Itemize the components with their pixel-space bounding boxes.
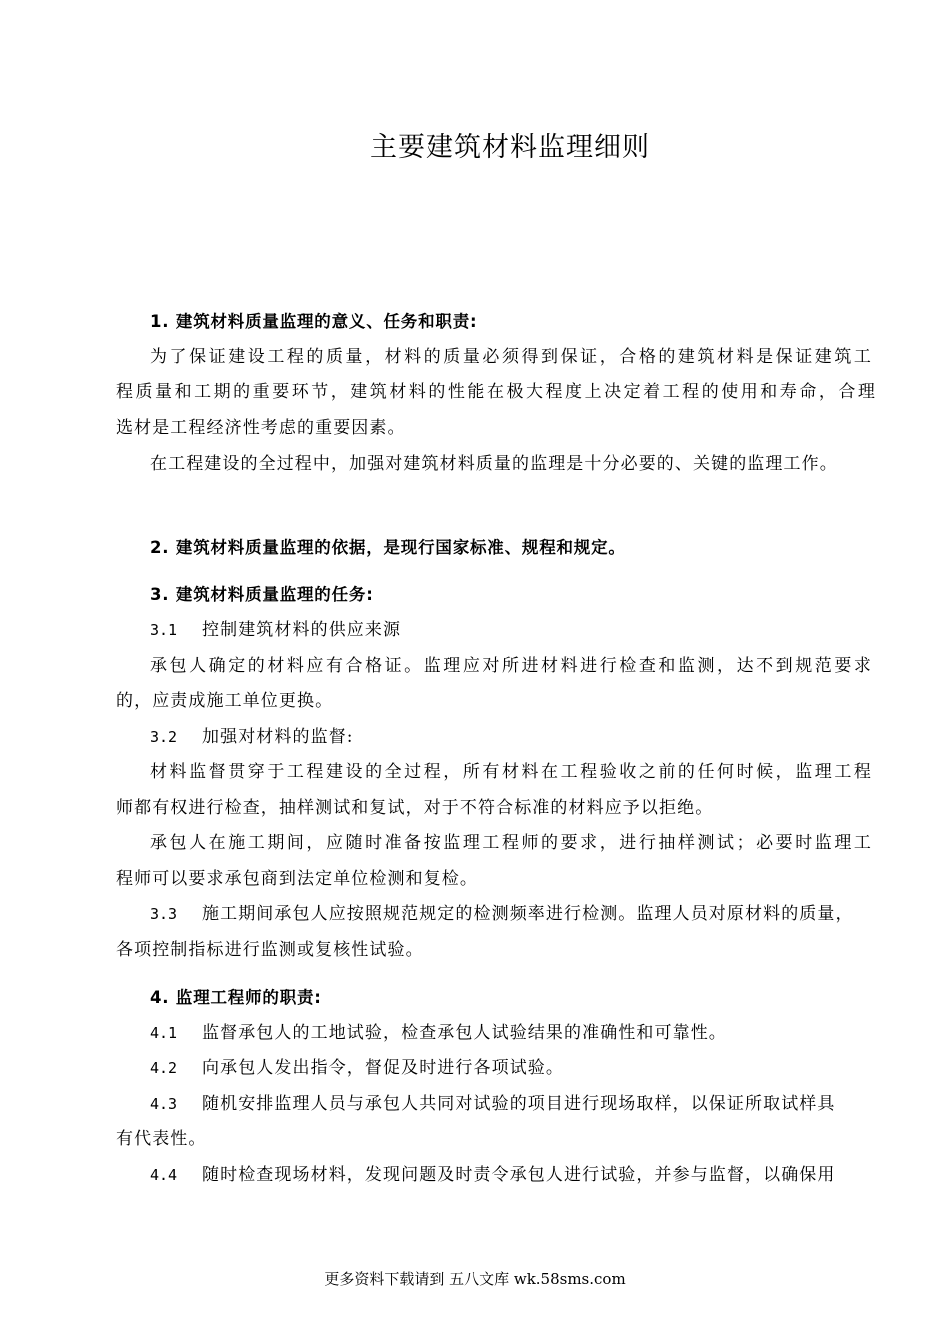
paragraph-line: 选材是工程经济性考虑的重要因素。 (116, 418, 406, 438)
paragraph-line: 为了保证建设工程的质量，材料的质量必须得到保证，合格的建筑材料是保证建筑工 (150, 347, 872, 367)
item-4-2 (150, 1056, 910, 1080)
paragraph-line: 在工程建设的全过程中，加强对建筑材料质量的监理是十分必要的、关键的监理工作。 (150, 454, 838, 474)
item-number: 3.2 (150, 728, 178, 746)
footer-link[interactable]: 更多资料下载请到 五八文库 wk.58sms.com (324, 1270, 626, 1288)
item-3-3 (150, 902, 880, 926)
item-text: 施工期间承包人应按照规范规定的检测频率进行检测。监理人员对原材料的质量， (202, 904, 854, 924)
section-3-heading: 3. 建筑材料质量监理的任务: (150, 585, 374, 604)
item-text: 随机安排监理人员与承包人共同对试验的项目进行现场取样，以保证所取试样具 (202, 1094, 836, 1114)
paragraph-line: 材料监督贯穿于工程建设的全过程，所有材料在工程验收之前的任何时候，监理工程 (150, 762, 872, 782)
paragraph-line: 有代表性。 (116, 1129, 207, 1149)
item-text: 加强对材料的监督: (202, 727, 354, 747)
page-title: 主要建筑材料监理细则 (370, 132, 650, 163)
paragraph-line: 程师可以要求承包商到法定单位检测和复检。 (116, 869, 478, 889)
paragraph-line: 承包人确定的材料应有合格证。监理应对所进材料进行检查和监测，达不到规范要求 (150, 656, 872, 676)
item-3-2 (150, 725, 910, 749)
paragraph-line: 各项控制指标进行监测或复核性试验。 (116, 940, 424, 960)
paragraph-line: 师都有权进行检查，抽样测试和复试，对于不符合标准的材料应予以拒绝。 (116, 798, 714, 818)
item-text: 向承包人发出指令，督促及时进行各项试验。 (202, 1058, 564, 1078)
item-text: 随时检查现场材料，发现问题及时责令承包人进行试验，并参与监督，以确保用 (202, 1165, 836, 1185)
section-2-heading: 2. 建筑材料质量监理的依据，是现行国家标准、规程和规定。 (150, 538, 626, 557)
item-3-1 (150, 618, 910, 642)
item-4-3 (150, 1092, 910, 1116)
item-4-1 (150, 1021, 910, 1045)
item-4-4 (150, 1163, 910, 1187)
paragraph-line: 的，应责成施工单位更换。 (116, 691, 334, 711)
item-number: 4.1 (150, 1024, 178, 1042)
item-number: 3.3 (150, 905, 178, 923)
item-number: 4.4 (150, 1166, 178, 1184)
item-number: 3.1 (150, 621, 178, 639)
item-number: 4.3 (150, 1095, 178, 1113)
item-number: 4.2 (150, 1059, 178, 1077)
section-4-heading: 4. 监理工程师的职责: (150, 988, 322, 1007)
section-1-heading: 1. 建筑材料质量监理的意义、任务和职责: (150, 312, 478, 331)
item-text: 控制建筑材料的供应来源 (202, 620, 402, 640)
item-text: 监督承包人的工地试验，检查承包人试验结果的准确性和可靠性。 (202, 1023, 727, 1043)
paragraph-line: 程质量和工期的重要环节，建筑材料的性能在极大程度上决定着工程的使用和寿命，合理 (116, 382, 876, 402)
paragraph-line: 承包人在施工期间，应随时准备按监理工程师的要求，进行抽样测试；必要时监理工 (150, 833, 872, 853)
